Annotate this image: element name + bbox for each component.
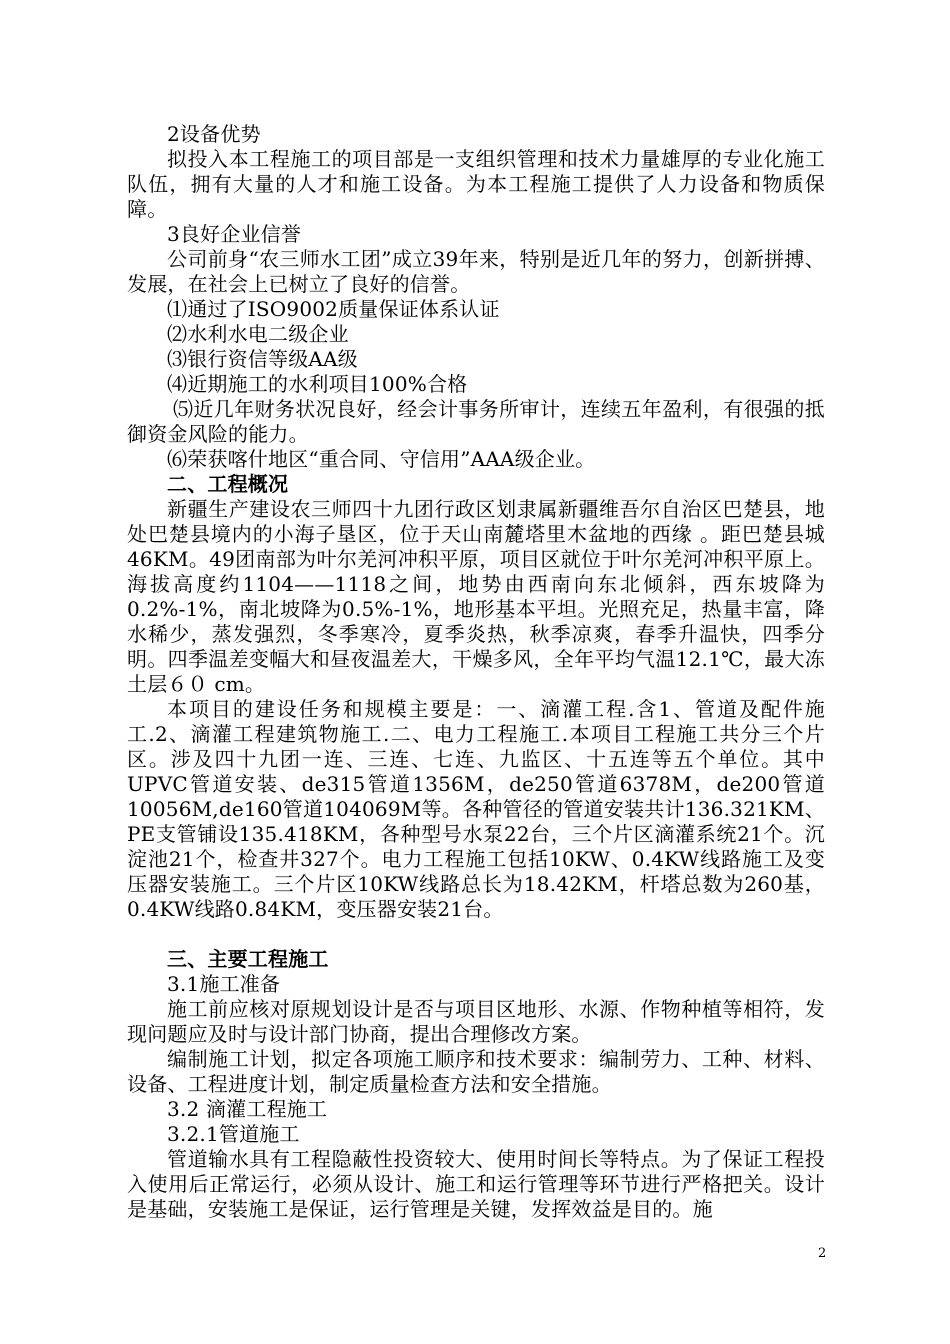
section-heading-project-overview: 二、工程概况 (167, 472, 289, 496)
paragraph-design-check: 施工前应核对原规划设计是否与项目区地形、水源、作物种植等相符，发现问题应及时与设计部门协商，提出合理修改方案。 (127, 997, 825, 1046)
subheading-equipment-advantage: 2设备优势 (167, 122, 261, 146)
list-item-credit-rating: ⑶银行资信等级AA级 (167, 347, 358, 371)
paragraph-project-scope: 本项目的建设任务和规模主要是：一、滴灌工程.含1、管道及配件施工.2、滴灌工程建筑物施工.二、电力工程施工.本项目工程施工共分三个片区。涉及四十九团一连、三连、七连、九监区、十五连等五个单位。其中UPVC管道安装、de315管道1356M，de250管道6378M，de200管道10056M,de160管道104069M等。各种管径的管道安装共计136.321KM、PE支管铺设135.418KM，各种型号水泵22台，三个片区滴灌系统21个。沉淀池21个，检查井327个。电力工程施工包括10KW、0.4KW线路施工及变压器安装施工。三个片区10KW线路总长为18.42KM，杆塔总数为260基，0.4KW线路0.84KM，变压器安装21台。 (127, 697, 825, 921)
paragraph-equipment-advantage: 拟投入本工程施工的项目部是一支组织管理和技术力量雄厚的专业化施工队伍，拥有大量的人才和施工设备。为本工程施工提供了人力设备和物质保障。 (127, 147, 825, 221)
list-item-project-quality: ⑷近期施工的水利项目100%合格 (167, 372, 468, 396)
subheading-pipeline-construction: 3.2.1管道施工 (167, 1122, 300, 1146)
paragraph-pipeline-construction: 管道输水具有工程隐蔽性投资较大、使用时间长等特点。为了保证工程投入使用后正常运行，必须从设计、施工和运行管理等环节进行严格把关。设计是基础，安装施工是保证，运行管理是关键，发挥效益是目的。施 (127, 1147, 825, 1221)
subheading-construction-preparation: 3.1施工准备 (167, 972, 281, 996)
subheading-drip-irrigation: 3.2 滴灌工程施工 (167, 1097, 328, 1121)
list-item-honor: ⑹荣获喀什地区“重合同、守信用”AAA级企业。 (167, 447, 596, 471)
paragraph-project-location: 新疆生产建设农三师四十九团行政区划隶属新疆维吾尔自治区巴楚县，地处巴楚县境内的小海子垦区，位于天山南麓塔里木盆地的西缘 。距巴楚县城46KM。49团南部为叶尔羌河冲积平原，项目区就位于叶尔羌河冲积平原上。海拔高度约1104——1118之间，地势由西南向东北倾斜，西东坡降为0.2%-1%，南北坡降为0.5%-1%，地形基本平坦。光照充足，热量丰富，降水稀少，蒸发强烈，冬季寒冷，夏季炎热，秋季凉爽，春季升温快，四季分明。四季温差变幅大和昼夜温差大，干燥多风，全年平均气温12.1℃，最大冻土层６０ cm。 (127, 497, 825, 696)
paragraph-construction-plan: 编制施工计划，拟定各项施工顺序和技术要求：编制劳力、工种、材料、设备、工程进度计划，制定质量检查方法和安全措施。 (127, 1047, 825, 1096)
section-heading-main-construction: 三、主要工程施工 (167, 947, 329, 971)
document-body (127, 122, 825, 1222)
paragraph-corporate-reputation: 公司前身“农三师水工团”成立39年来，特别是近几年的努力，创新拼搏、发展，在社会上已树立了良好的信誉。 (127, 247, 825, 296)
list-item-financial-status: ⑸近几年财务状况良好，经会计事务所审计，连续五年盈利，有很强的抵御资金风险的能力。 (127, 397, 825, 446)
paragraph-spacer (127, 922, 825, 947)
list-item-enterprise-grade: ⑵水利水电二级企业 (167, 322, 349, 346)
list-item-iso-certification: ⑴通过了ISO9002质量保证体系认证 (167, 297, 500, 321)
page-number: 2 (818, 1246, 827, 1261)
subheading-corporate-reputation: 3良好企业信誉 (167, 222, 302, 246)
